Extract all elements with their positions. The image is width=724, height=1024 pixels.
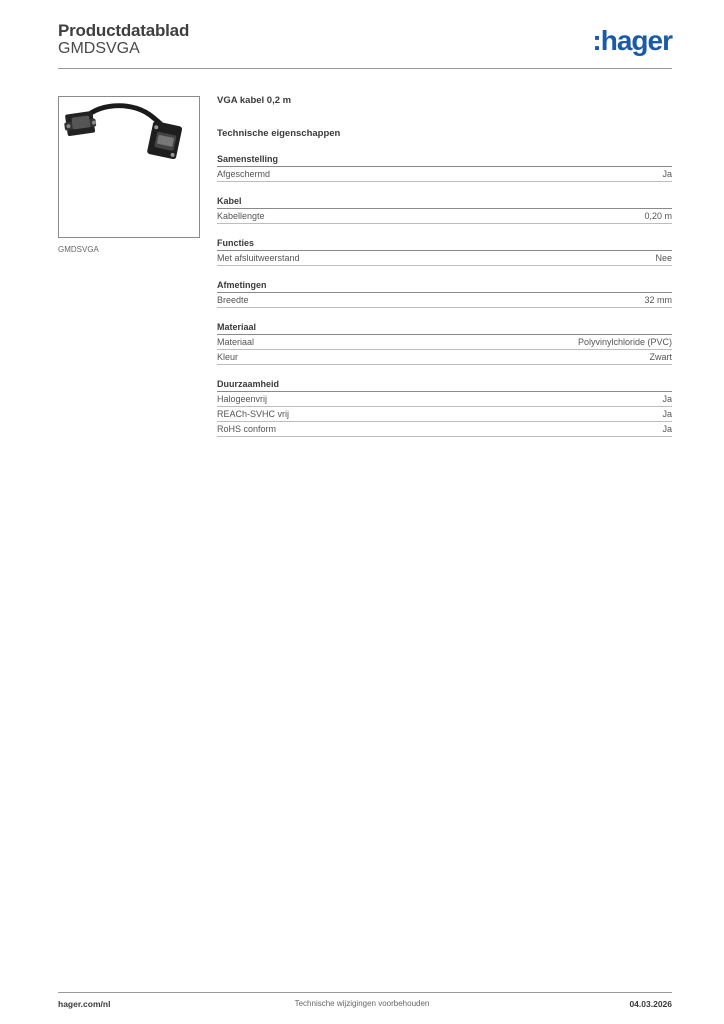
header-divider	[58, 68, 672, 69]
product-specs	[217, 95, 672, 437]
spec-label: REACh-SVHC vrij	[217, 409, 290, 419]
spec-value: Ja	[662, 424, 672, 434]
spec-value: Ja	[662, 394, 672, 404]
spec-section	[217, 237, 672, 266]
spec-row	[217, 422, 672, 437]
hager-logo: :hager	[592, 25, 672, 56]
section-title: Afmetingen	[217, 279, 672, 293]
spec-value: Ja	[662, 169, 672, 179]
section-title: Samenstelling	[217, 153, 672, 167]
section-title: Duurzaamheid	[217, 378, 672, 392]
spec-row	[217, 167, 672, 182]
spec-row	[217, 407, 672, 422]
product-name: VGA kabel 0,2 m	[217, 95, 292, 106]
spec-section	[217, 378, 672, 437]
spec-value: 0,20 m	[644, 211, 672, 221]
footer-divider	[58, 992, 672, 993]
spec-label: Breedte	[217, 295, 249, 305]
image-caption: GMDSVGA	[58, 245, 99, 254]
spec-row	[217, 392, 672, 407]
vga-cable-icon	[59, 97, 199, 237]
spec-label: Afgeschermd	[217, 169, 271, 179]
page-title: Productdatablad	[58, 21, 190, 40]
spec-label: Met afsluitweerstand	[217, 253, 300, 263]
spec-row	[217, 350, 672, 365]
footer-date: 04.03.2026	[629, 999, 672, 1009]
spec-value: Zwart	[649, 352, 672, 362]
spec-label: RoHS conform	[217, 424, 277, 434]
spec-label: Kabellengte	[217, 211, 265, 221]
spec-label: Halogeenvrij	[217, 394, 268, 404]
vga-cable-photo	[58, 96, 200, 238]
spec-value: Polyvinylchloride (PVC)	[577, 337, 672, 347]
spec-label: Materiaal	[217, 337, 255, 347]
section-title: Functies	[217, 237, 672, 251]
spec-row	[217, 293, 672, 308]
spec-row	[217, 335, 672, 350]
spec-section	[217, 153, 672, 182]
spec-value: 32 mm	[644, 295, 672, 305]
spec-value: Nee	[655, 253, 672, 263]
properties-heading: Technische eigenschappen	[217, 128, 341, 139]
spec-section	[217, 279, 672, 308]
spec-section	[217, 321, 672, 365]
footer-website: hager.com/nl	[58, 999, 111, 1009]
product-code: GMDSVGA	[58, 40, 140, 57]
section-title: Materiaal	[217, 321, 672, 335]
spec-row	[217, 251, 672, 266]
footer-notice: Technische wijzigingen voorbehouden	[294, 999, 430, 1008]
spec-row	[217, 209, 672, 224]
spec-section	[217, 195, 672, 224]
spec-value: Ja	[662, 409, 672, 419]
section-title: Kabel	[217, 195, 672, 209]
spec-label: Kleur	[217, 352, 239, 362]
